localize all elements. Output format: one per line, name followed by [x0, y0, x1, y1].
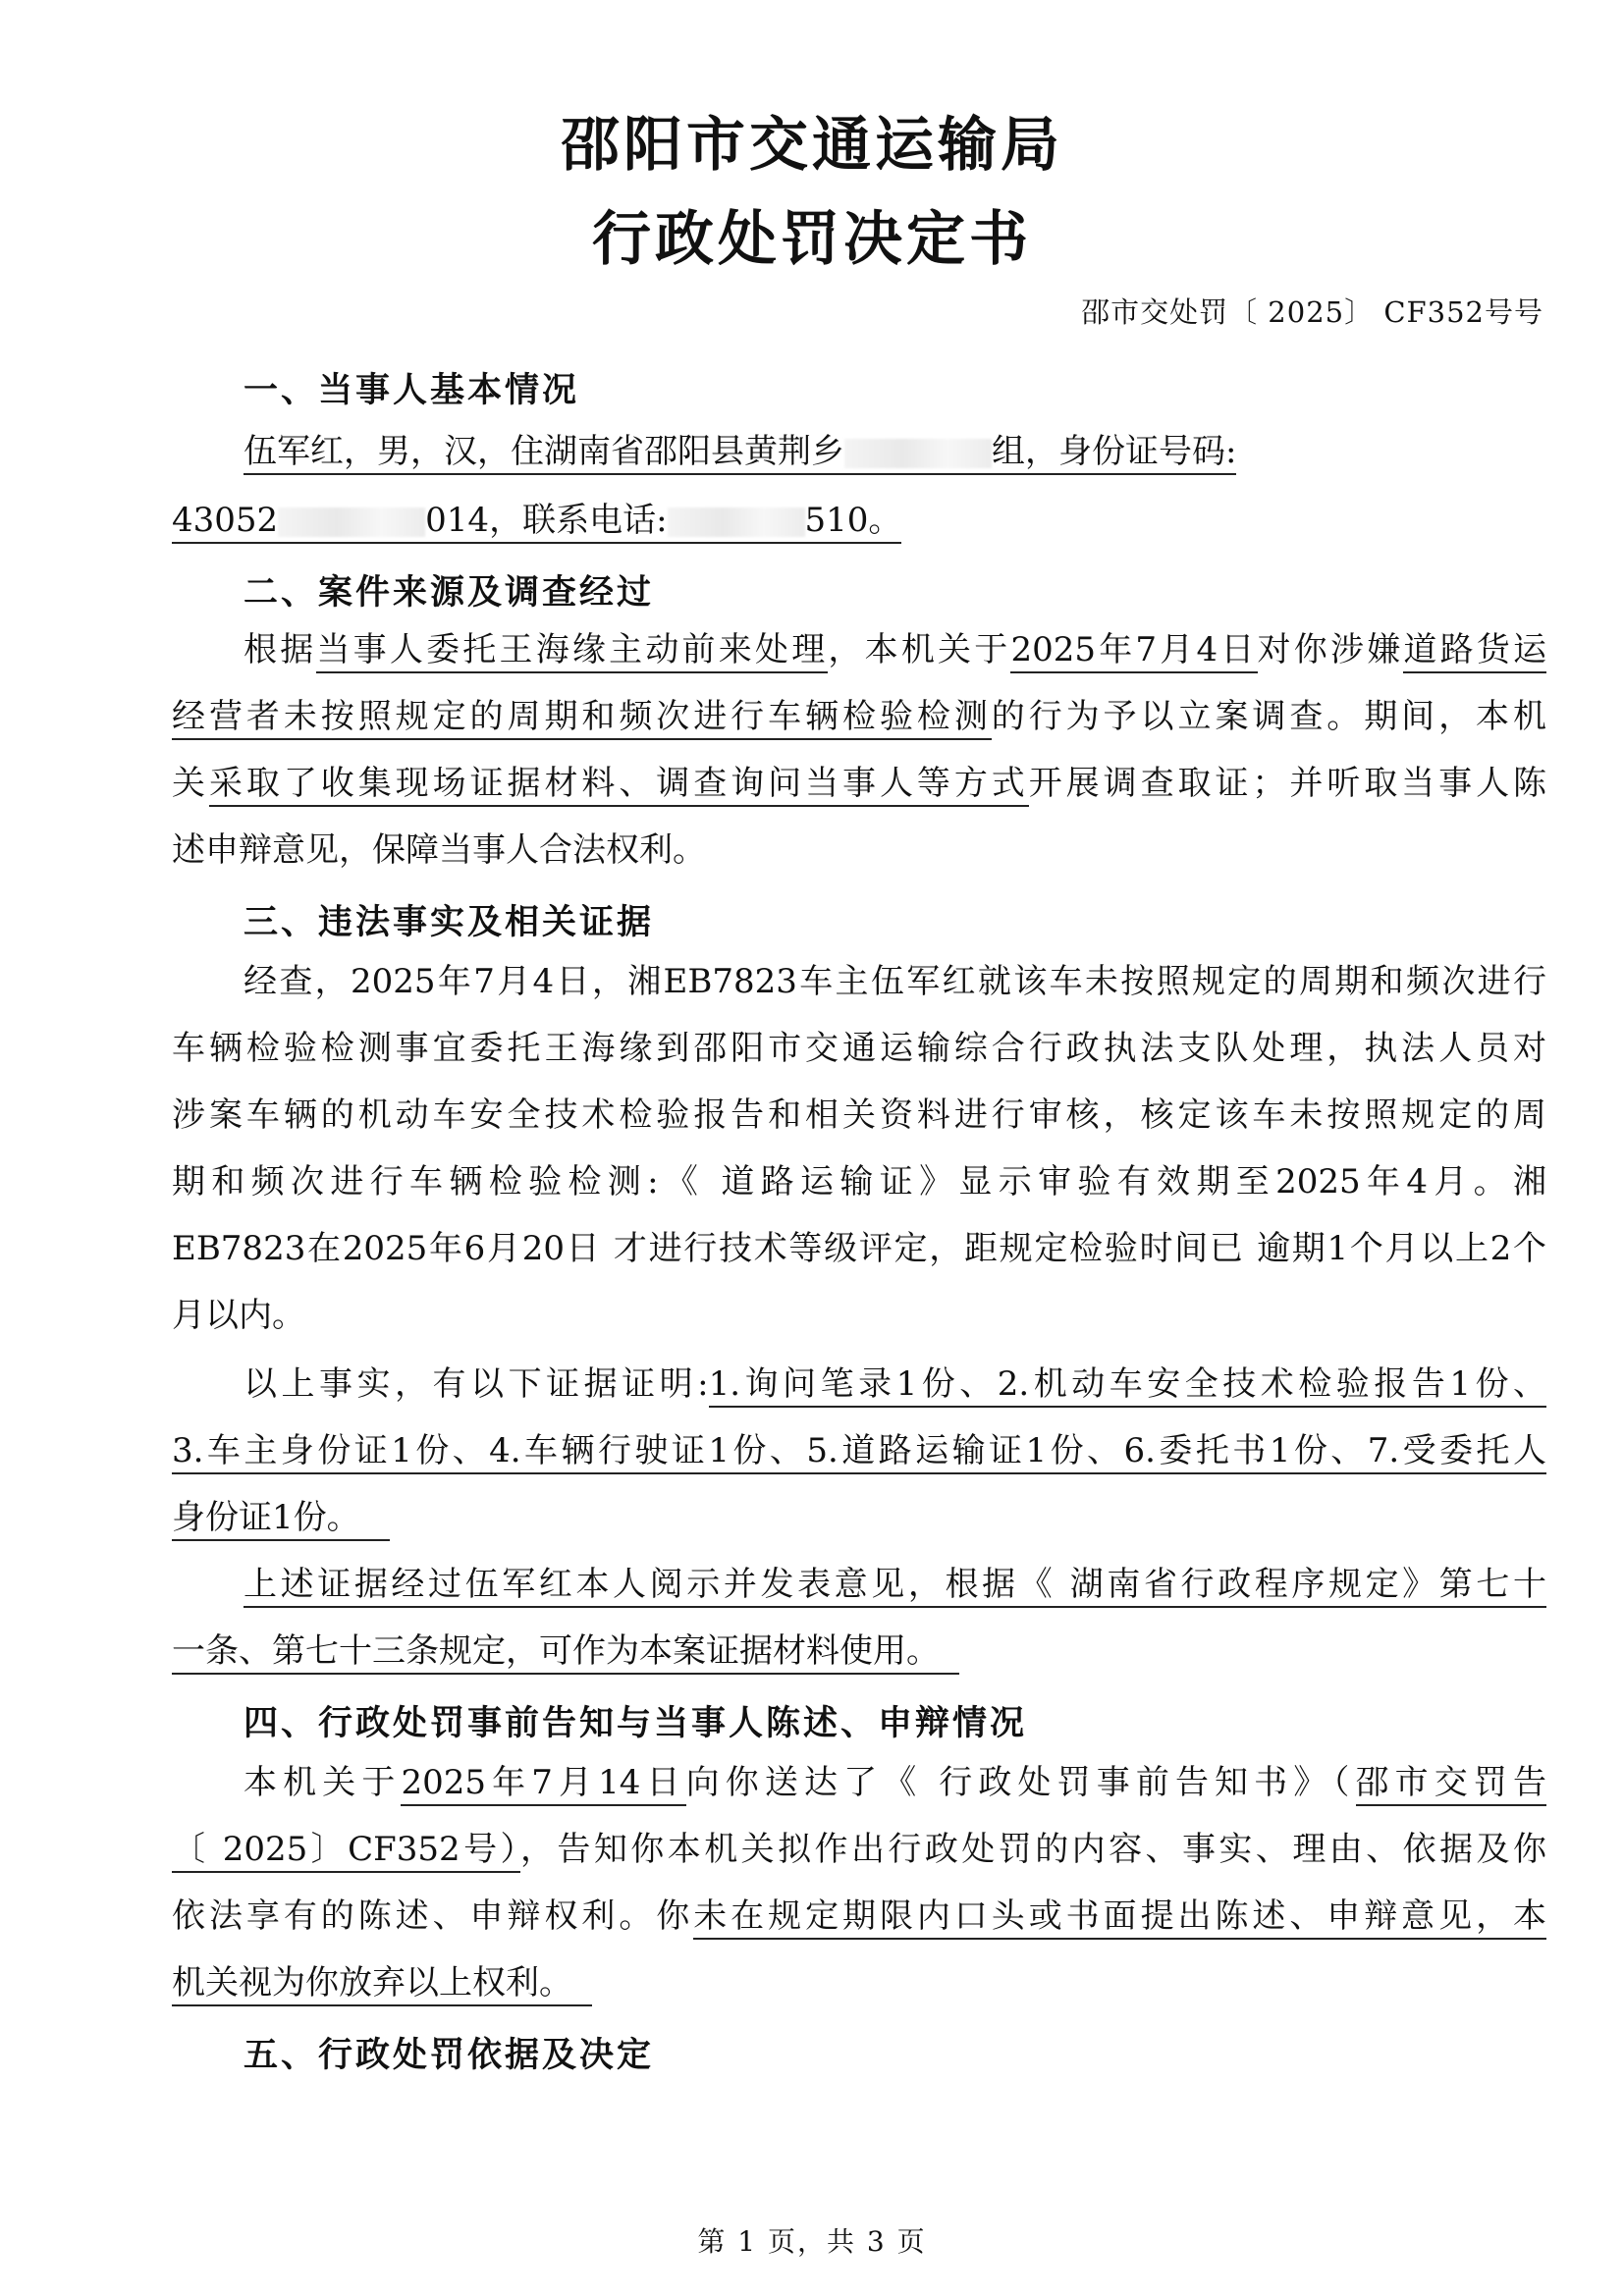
- redacted-phone: [668, 507, 805, 537]
- document-number: 邵市交处罚〔 2025〕 CF352号号: [1081, 295, 1543, 329]
- underlined-date: 2025年7月14日: [401, 1763, 685, 1806]
- section-5-heading: 五、行政处罚依据及决定: [244, 2036, 655, 2075]
- underlined-text: 机关视为你放弃以上权利。: [172, 1963, 592, 2006]
- redacted-address: [844, 439, 992, 468]
- underlined-text: 采取了收集现场证据材料、调查询问当事人等方式: [209, 764, 1029, 807]
- facts-line-6: 月以内。: [172, 1296, 305, 1335]
- agency-title: 邵阳市交通运输局: [561, 111, 1063, 180]
- section-3-heading: 三、违法事实及相关证据: [244, 903, 655, 942]
- underlined-text: 上述证据经过伍军红本人阅示并发表意见，根据《 湖南省行政程序规定》第七十: [244, 1565, 1546, 1608]
- party-id-text: 43052 014，联系电话: 510。: [172, 501, 901, 544]
- section-4-heading: 四、行政处罚事前告知与当事人陈述、申辩情况: [244, 1704, 1028, 1743]
- underlined-text: 当事人委托王海缘主动前来处理: [316, 630, 828, 673]
- facts-line-1: 经查，2025年7月4日，湘EB7823车主伍军红就该车未按照规定的周期和频次进行: [244, 962, 1546, 1001]
- notice-line-3: 依法享有的陈述、申辩权利。你未在规定期限内口头或书面提出陈述、申辩意见，本: [172, 1896, 1546, 1936]
- underlined-date: 2025年7月4日: [1010, 630, 1257, 673]
- case-source-line-1: 根据当事人委托王海缘主动前来处理，本机关于2025年7月4日对你涉嫌道路货运: [244, 630, 1546, 669]
- underlined-text: 邵市交罚告: [1356, 1763, 1546, 1806]
- facts-line-5: EB7823在2025年6月20日 才进行技术等级评定，距规定检验时间已 逾期1个月以上2个: [172, 1229, 1546, 1268]
- evidence-confirm-line-1: [244, 1565, 1546, 1604]
- underlined-text: 1.询问笔录1份、2.机动车安全技术检验报告1份、: [709, 1364, 1546, 1408]
- facts-line-4: 期和频次进行车辆检验检测:《 道路运输证》显示审验有效期至2025年4月。湘: [172, 1162, 1546, 1201]
- party-info-line-1: [244, 432, 1236, 471]
- redacted-id-number: [278, 507, 425, 537]
- evidence-line-3: [172, 1498, 390, 1537]
- case-source-line-2: 经营者未按照规定的周期和频次进行车辆检验检测的行为予以立案调查。期间，本机: [172, 697, 1546, 736]
- facts-line-2: 车辆检验检测事宜委托王海缘到邵阳市交通运输综合行政执法支队处理，执法人员对: [172, 1029, 1546, 1068]
- underlined-text: 身份证1份。: [172, 1498, 390, 1541]
- notice-line-4: [172, 1963, 592, 2002]
- underlined-text: 经营者未按照规定的周期和频次进行车辆检验检测: [172, 697, 992, 740]
- evidence-line-1: 以上事实，有以下证据证明:1.询问笔录1份、2.机动车安全技术检验报告1份、: [244, 1364, 1546, 1404]
- underlined-text: 3.车主身份证1份、4.车辆行驶证1份、5.道路运输证1份、6.委托书1份、7.受委托人: [172, 1431, 1546, 1474]
- evidence-line-2: [172, 1431, 1546, 1470]
- notice-line-2: 〔 2025〕CF352号），告知你本机关拟作出行政处罚的内容、事实、理由、依据及你: [172, 1830, 1546, 1869]
- evidence-confirm-line-2: [172, 1631, 959, 1671]
- underlined-text: 一条、第七十三条规定，可作为本案证据材料使用。: [172, 1631, 959, 1675]
- underlined-text: 道路货运: [1403, 630, 1546, 673]
- document-title: 行政处罚决定书: [592, 205, 1032, 274]
- facts-line-3: 涉案车辆的机动车安全技术检验报告和相关资料进行审核，核定该车未按照规定的周: [172, 1095, 1546, 1135]
- case-source-line-3: 关采取了收集现场证据材料、调查询问当事人等方式开展调查取证；并听取当事人陈: [172, 764, 1546, 803]
- section-2-heading: 二、案件来源及调查经过: [244, 573, 655, 613]
- case-source-line-4: 述申辩意见，保障当事人合法权利。: [172, 830, 706, 870]
- party-info-text: 伍军红，男，汉，住湖南省邵阳县黄荆乡 组，身份证号码:: [244, 432, 1236, 475]
- section-1-heading: 一、当事人基本情况: [244, 371, 580, 410]
- notice-line-1: 本机关于2025年7月14日向你送达了《 行政处罚事前告知书》（邵市交罚告: [244, 1763, 1546, 1802]
- underlined-text: 未在规定期限内口头或书面提出陈述、申辩意见，本: [693, 1896, 1546, 1940]
- page-number: 第 1 页，共 3 页: [697, 2225, 927, 2258]
- underlined-text: 〔 2025〕CF352号）: [172, 1830, 520, 1873]
- party-info-line-2: [172, 501, 901, 540]
